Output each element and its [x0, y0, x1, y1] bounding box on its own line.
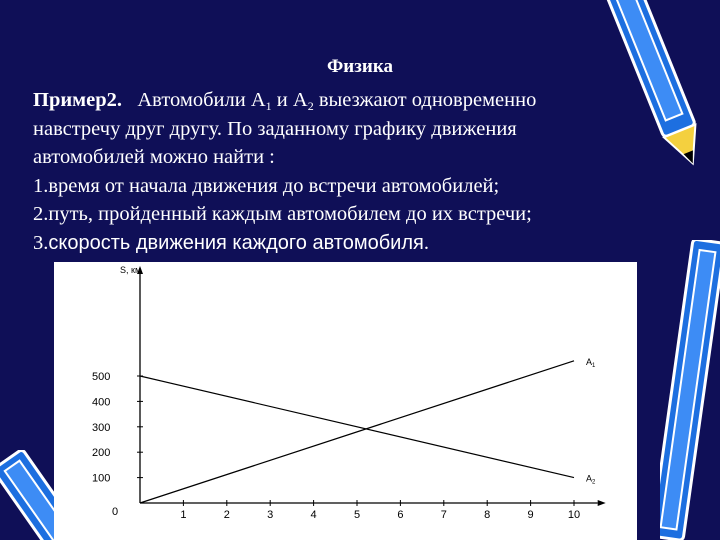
y-axis-label: S, км: [120, 265, 142, 275]
x-tick-label: 7: [440, 509, 447, 521]
line6-number: 3.: [33, 231, 49, 254]
line1-pre: Автомобили А: [137, 89, 266, 111]
y-tick-label: 500: [92, 371, 111, 383]
y-tick-label: 200: [92, 447, 111, 460]
x-axis-arrow: [598, 500, 606, 506]
line6-text: скорость движения каждого автомобиля: [48, 231, 424, 254]
x-tick-label: 2: [223, 509, 230, 521]
series-label-2: $A_2$: [586, 473, 596, 486]
series-line-1: [140, 361, 574, 503]
pencil-right-lower-icon: [660, 240, 720, 540]
car1-subscript: 1: [265, 99, 272, 113]
problem-line-1: [33, 86, 633, 115]
distance-time-chart: [54, 262, 637, 540]
origin-label: 0: [112, 506, 119, 518]
problem-text: [33, 86, 633, 258]
problem-line-3: автомобилей можно найти :: [33, 146, 275, 169]
line1-post: выезжают одновременно: [313, 89, 537, 111]
x-tick-label: 1: [180, 509, 187, 521]
problem-line-5: 2.путь, пройденный каждым автомобилем до их встречи;: [33, 203, 532, 226]
slide-title: Физика: [326, 56, 393, 77]
series-line-2: [140, 376, 574, 478]
y-tick-label: 400: [92, 396, 111, 409]
example-label: Пример2.: [33, 89, 122, 111]
y-tick-label: 300: [92, 421, 111, 434]
x-tick-label: 5: [353, 509, 361, 521]
problem-line-6: [33, 229, 633, 258]
car2-subscript: 2: [307, 99, 314, 113]
line1-mid: и А: [271, 89, 308, 111]
problem-line-4: 1.время от начала движения до встречи автомобилей;: [33, 174, 500, 197]
x-tick-label: 4: [310, 509, 317, 521]
y-tick-label: 100: [92, 472, 111, 485]
line6-end: .: [423, 231, 429, 254]
chart-svg: [54, 262, 637, 540]
x-tick-label: 9: [527, 509, 534, 521]
x-tick-label: 6: [397, 509, 404, 521]
x-tick-label: 8: [484, 509, 491, 521]
problem-line-2: навстречу друг другу. По заданному графику движения: [33, 117, 517, 140]
x-tick-label: 3: [267, 509, 274, 521]
series-label-1: $A_1$: [586, 356, 596, 369]
x-tick-label: 10: [567, 509, 581, 521]
